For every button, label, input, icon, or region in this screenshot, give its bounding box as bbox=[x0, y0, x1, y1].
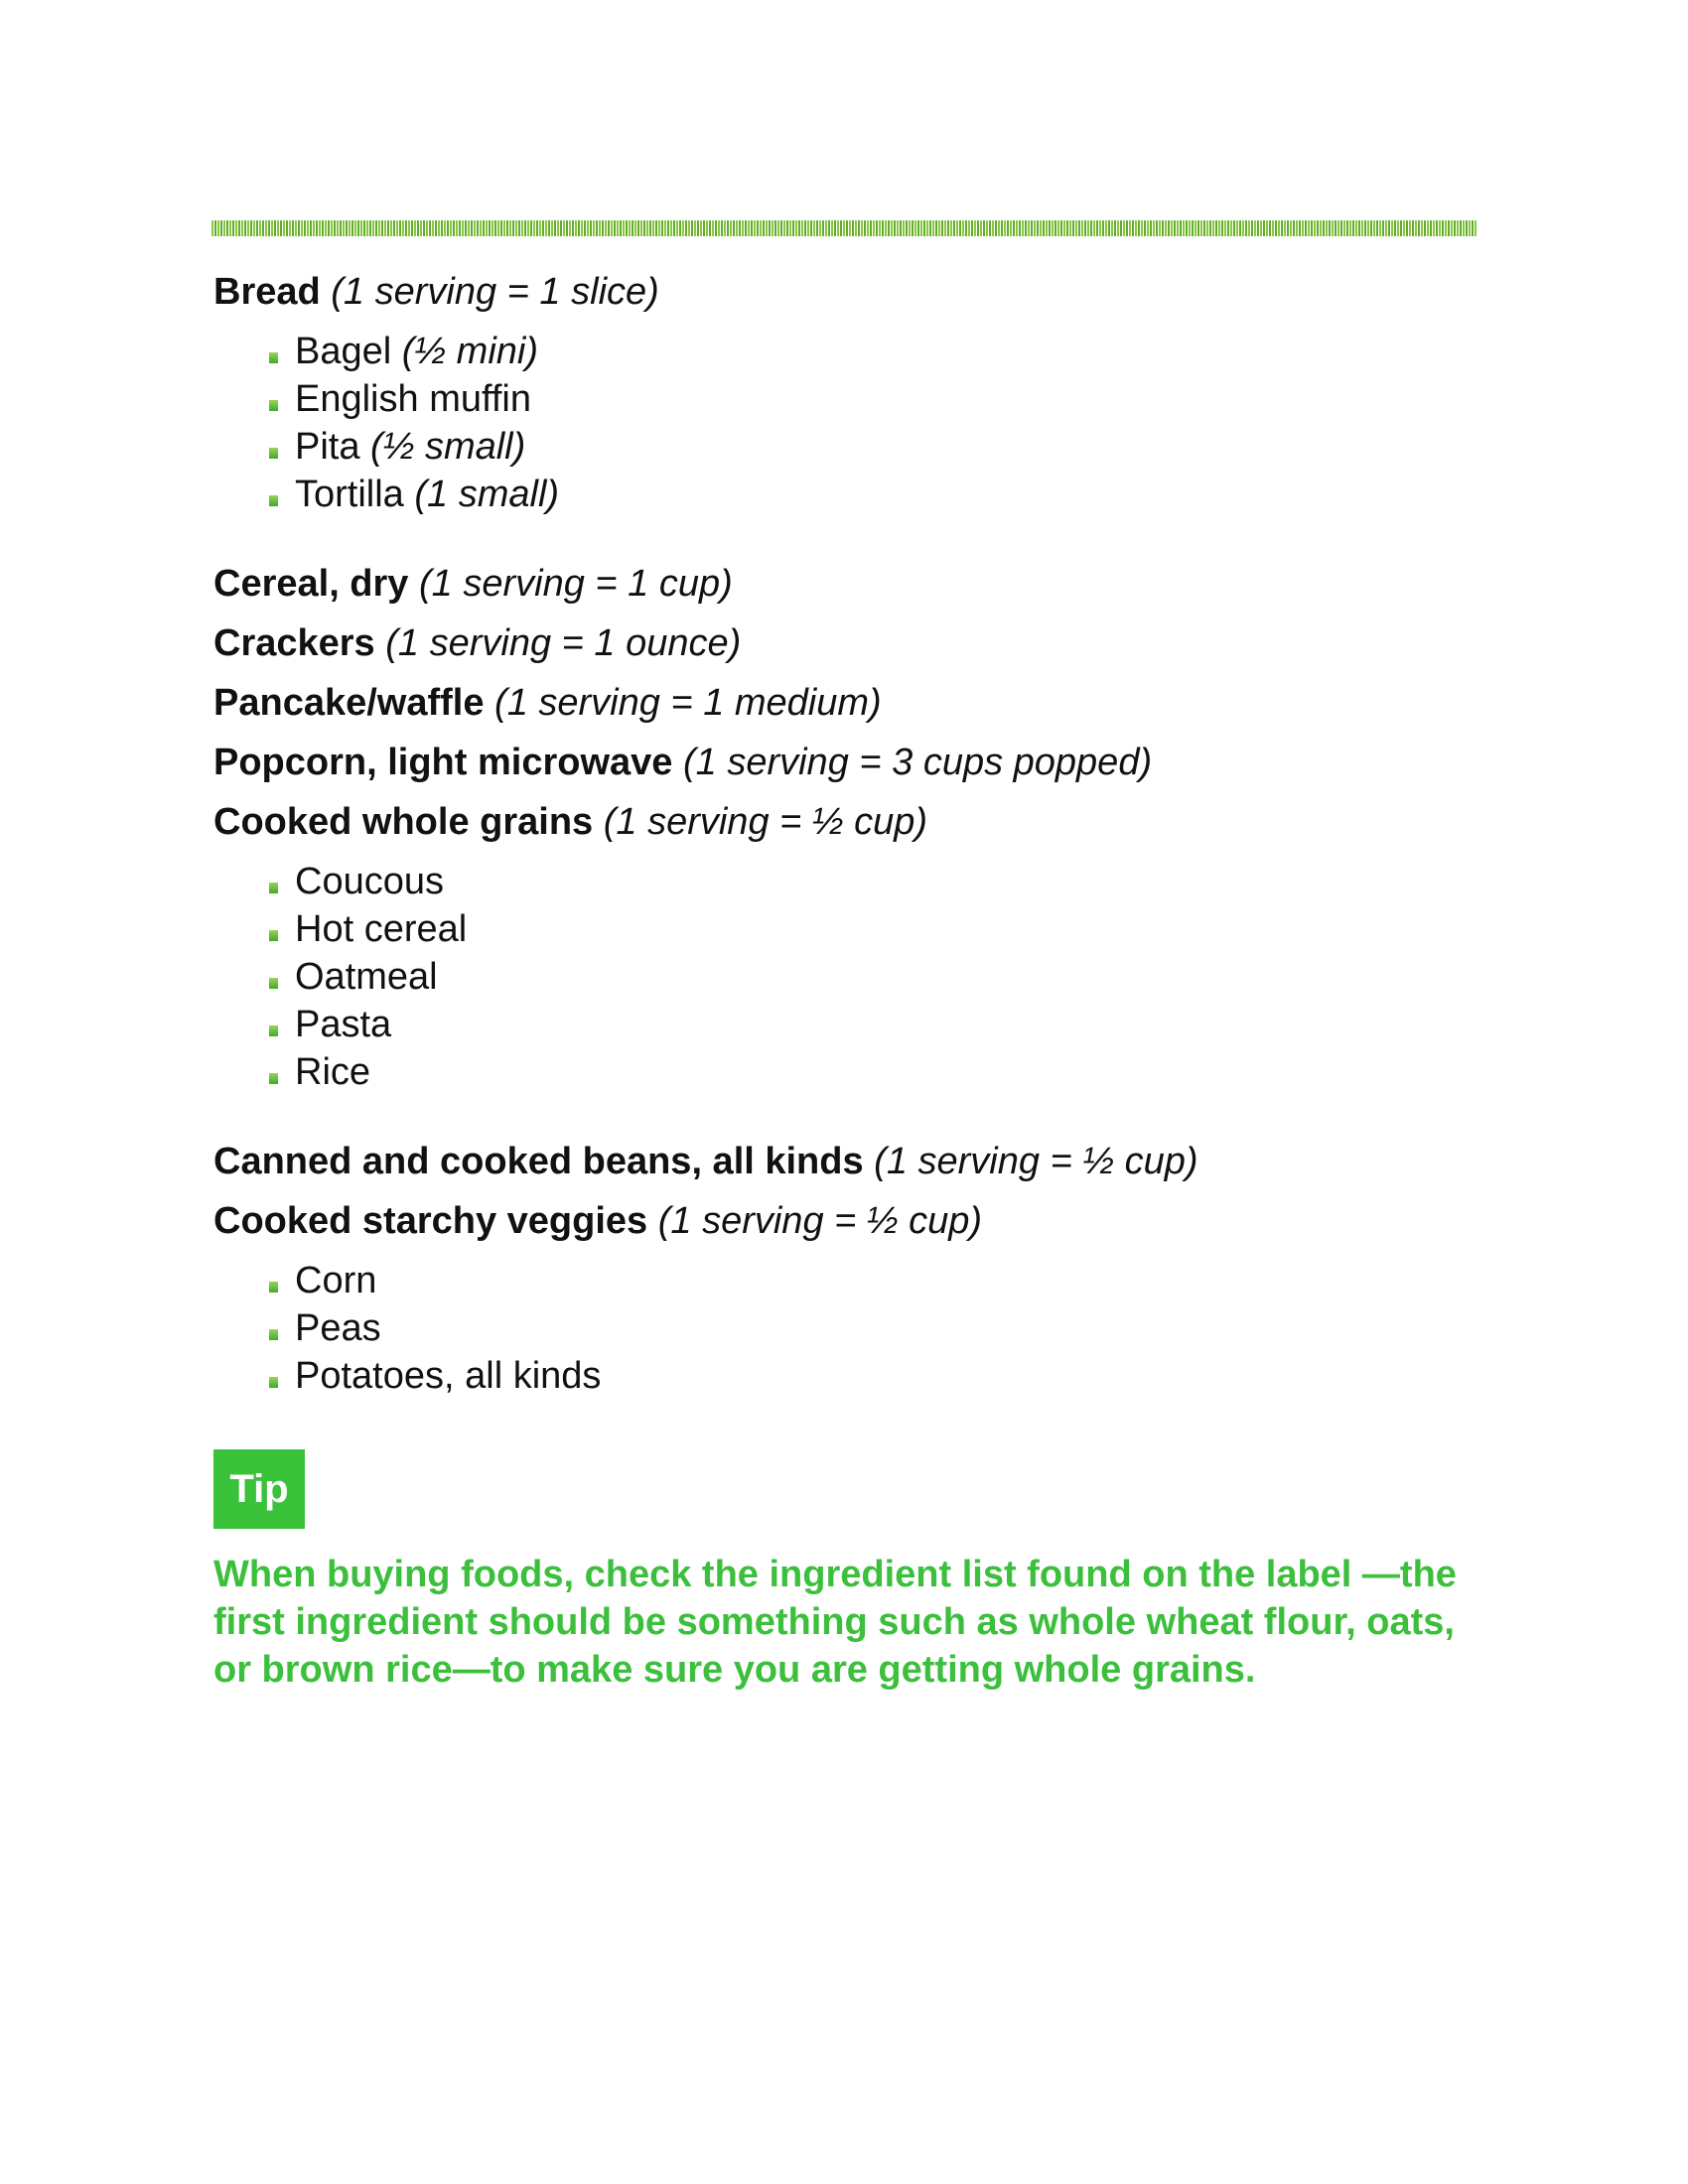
section-heading-pancake: Pancake/waffle (1 serving = 1 medium) bbox=[213, 682, 882, 724]
square-bullet-icon bbox=[269, 1073, 278, 1084]
list-item: Oatmeal bbox=[269, 953, 1484, 1001]
list-item: Rice bbox=[269, 1048, 1484, 1096]
list-item: Hot cereal bbox=[269, 905, 1484, 953]
tip-text: When buying foods, check the ingredient list found on the label —the first ingredient should be something such as whole wheat flour, oats, or brown rice—to make sure you are getting whole grains. bbox=[213, 1554, 1457, 1691]
list-item: Bagel (½ mini) bbox=[269, 328, 1484, 375]
whole-grains-items-list bbox=[213, 858, 1484, 1096]
list-item: Pasta bbox=[269, 1001, 1484, 1048]
square-bullet-icon bbox=[269, 978, 278, 989]
section-heading-bread: Bread (1 serving = 1 slice) bbox=[213, 271, 659, 313]
section-heading-beans: Canned and cooked beans, all kinds (1 serving = ½ cup) bbox=[213, 1141, 1198, 1182]
square-bullet-icon bbox=[269, 1282, 278, 1293]
list-item: Potatoes, all kinds bbox=[269, 1352, 1484, 1400]
list-item: English muffin bbox=[269, 375, 1484, 423]
section-heading-starchy-veggies: Cooked starchy veggies (1 serving = ½ cup) bbox=[213, 1200, 983, 1242]
list-item: Pita (½ small) bbox=[269, 423, 1484, 471]
square-bullet-icon bbox=[269, 352, 278, 363]
section-heading-popcorn: Popcorn, light microwave (1 serving = 3 cups popped) bbox=[213, 742, 1153, 783]
section-heading-cereal: Cereal, dry (1 serving = 1 cup) bbox=[213, 563, 733, 605]
list-item: Peas bbox=[269, 1304, 1484, 1352]
square-bullet-icon bbox=[269, 1025, 278, 1036]
starchy-veggies-items-list bbox=[213, 1257, 1484, 1400]
square-bullet-icon bbox=[269, 930, 278, 941]
serving-list bbox=[213, 268, 1484, 1694]
square-bullet-icon bbox=[269, 1377, 278, 1388]
list-item: Coucous bbox=[269, 858, 1484, 905]
section-heading-whole-grains: Cooked whole grains (1 serving = ½ cup) bbox=[213, 801, 928, 843]
square-bullet-icon bbox=[269, 400, 278, 411]
tip-badge: Tip bbox=[213, 1449, 305, 1529]
bread-items-list bbox=[213, 328, 1484, 518]
section-heading-crackers: Crackers (1 serving = 1 ounce) bbox=[213, 622, 742, 664]
square-bullet-icon bbox=[269, 448, 278, 459]
list-item: Tortilla (1 small) bbox=[269, 471, 1484, 518]
square-bullet-icon bbox=[269, 495, 278, 506]
square-bullet-icon bbox=[269, 883, 278, 893]
decorative-divider bbox=[211, 220, 1477, 236]
list-item: Corn bbox=[269, 1257, 1484, 1304]
square-bullet-icon bbox=[269, 1329, 278, 1340]
